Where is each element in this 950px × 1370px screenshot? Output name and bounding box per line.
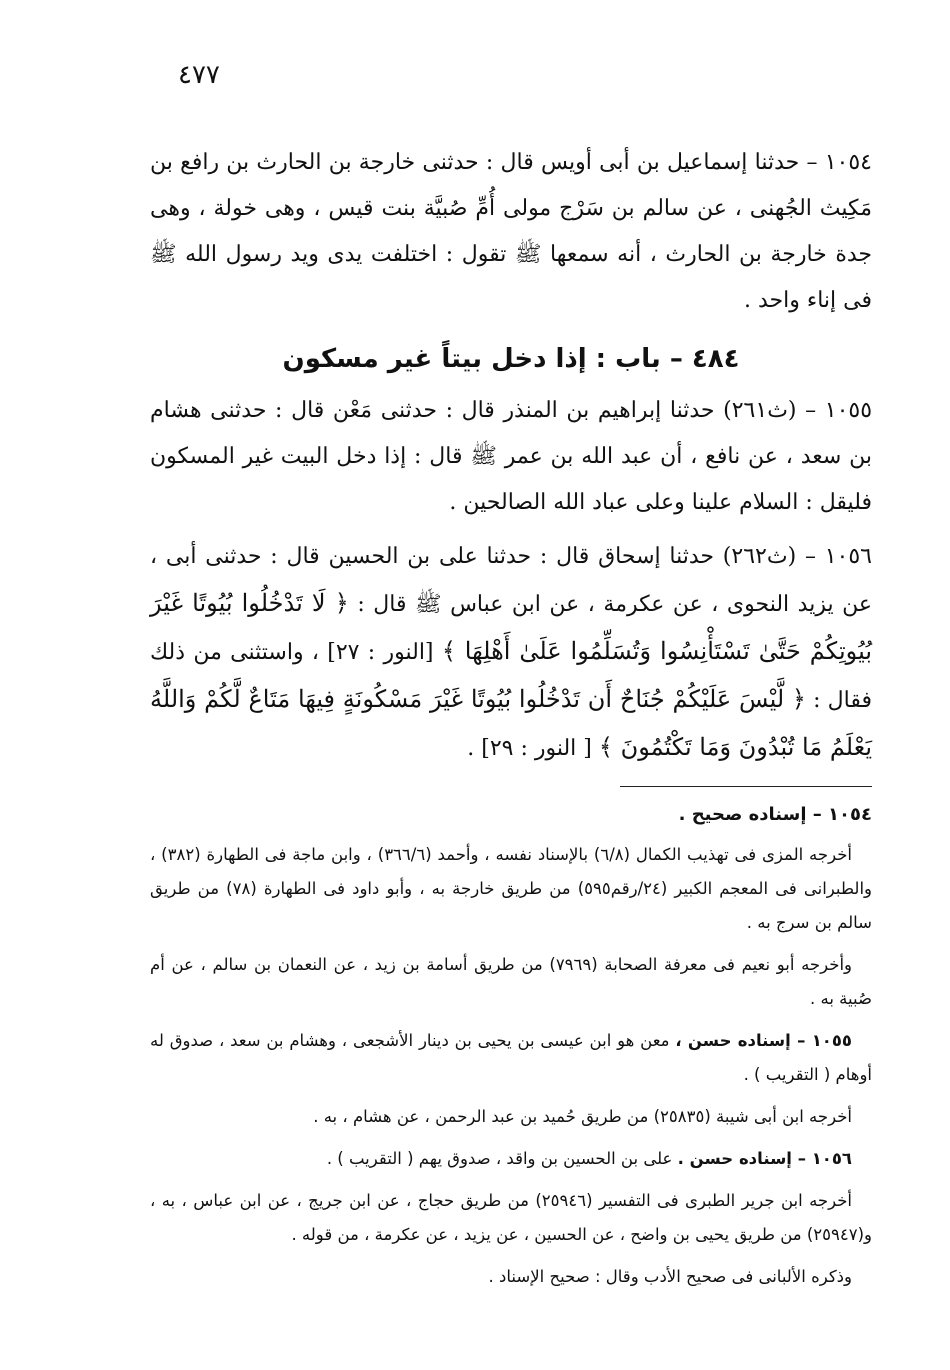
footnote-1055-heading: ١٠٥٥ – إسناده حسن ،	[675, 1031, 852, 1050]
footnote-1056-heading: ١٠٥٦ – إسناده حسن .	[677, 1149, 852, 1168]
footnote-1056-paragraph-3: وذكره الألبانى فى صحيح الأدب وقال : صحيح الإسناد .	[488, 1267, 852, 1286]
verse-2-reference: [ النور : ٢٩]	[481, 736, 592, 761]
footnote-1055	[150, 1024, 872, 1092]
hadith-1054-text: ١٠٥٤ – حدثنا إسماعيل بن أبى أويس قال : حدثنى خارجة بن الحارث بن رافع بن مَكِيث الجُهنى ، عن سالم بن سَرْج مولى أُمِّ صُبيَّة بنت قيس ، وهى خولة ، وهى جدة خارجة بن الحارث ، أنه سمعها ﷺ تقول : اختلفت يدى ويد رسول الله ﷺ فى إناء واحد .	[150, 150, 872, 313]
hadith-1056-end: .	[467, 736, 475, 761]
hadith-1056-middle: ، واستثنى من ذلك فقال :	[150, 640, 872, 713]
quran-verse-1: ﴿ لَا تَدْخُلُوا بُيُوتًا غَيْرَ بُيُوتِكُمْ حَتَّىٰ تَسْتَأْنِسُوا وَتُسَلِّمُوا عَلَىٰ أَهْلِهَا ﴾	[150, 589, 872, 665]
hadith-1056	[150, 534, 872, 772]
hadith-1055	[150, 388, 872, 526]
verse-1-reference: [النور : ٢٧]	[327, 640, 434, 665]
footnote-divider	[620, 786, 872, 787]
footnote-1055-body: معن هو ابن عيسى بن يحيى بن دينار الأشجعى ، وهشام بن سعد ، صدوق له أوهام ( التقريب ) .	[150, 1031, 872, 1084]
footnote-1054-paragraph-1: أخرجه المزى فى تهذيب الكمال (٦/٨) بالإسناد نفسه ، وأحمد (٣٦٦/٦) ، وابن ماجة فى الطهارة (٣٨٢) ، والطبرانى فى المعجم الكبير (٢٤/رقم٥٩٥) من طريق خارجة به ، وأبو داود فى الطهارة (٧٨) من طريق سالم بن سرج به .	[150, 845, 872, 932]
footnotes	[150, 798, 872, 1302]
chapter-heading: ٤٨٤ – باب : إذا دخل بيتاً غير مسكون	[282, 344, 740, 374]
footnote-1054-heading: ١٠٥٤ – إسناده صحيح .	[678, 804, 872, 825]
hadith-1054	[150, 140, 872, 324]
footnote-1056-paragraph-2: أخرجه ابن جرير الطبرى فى التفسير (٢٥٩٤٦) من طريق حجاج ، عن ابن جريج ، عن ابن عباس ، به ، و(٢٥٩٤٧) من طريق يحيى بن واضح ، عن الحسين ، عن يزيد ، عن عكرمة ، من قوله .	[150, 1191, 872, 1244]
footnote-1056	[150, 1142, 872, 1176]
footnote-1055-paragraph-2: أخرجه ابن أبى شيبة (٢٥٨٣٥) من طريق حُميد بن عبد الرحمن ، عن هشام ، به .	[313, 1107, 852, 1126]
page-number: ٤٧٧	[178, 60, 220, 90]
quran-verse-2: ﴿ لَّيْسَ عَلَيْكُمْ جُنَاحٌ أَن تَدْخُلُوا بُيُوتًا غَيْرَ مَسْكُونَةٍ فِيهَا مَتَاعٌ لَّكُمْ وَاللَّهُ يَعْلَمُ مَا تُبْدُونَ وَمَا تَكْتُمُونَ ﴾	[150, 685, 872, 761]
hadith-1056-intro: ١٠٥٦ – (ث٢٦٢) حدثنا إسحاق قال : حدثنا على بن الحسين قال : حدثنى أبى ، عن يزيد النحوى ، عن عكرمة ، عن ابن عباس ﷺ قال :	[150, 544, 872, 617]
footnote-1054-paragraph-2: وأخرجه أبو نعيم فى معرفة الصحابة (٧٩٦٩) من طريق أسامة بن زيد ، عن النعمان بن سالم ، عن أم صُبية به .	[150, 955, 872, 1008]
hadith-1055-text: ١٠٥٥ – (ث٢٦١) حدثنا إبراهيم بن المنذر قال : حدثنى مَعْن قال : حدثنى هشام بن سعد ، عن نافع ، أن عبد الله بن عمر ﷺ قال : إذا دخل البيت غير المسكون فليقل : السلام علينا وعلى عباد الله الصالحين .	[150, 398, 873, 515]
footnote-1056-body: على بن الحسين بن واقد ، صدوق يهم ( التقريب ) .	[326, 1149, 673, 1168]
